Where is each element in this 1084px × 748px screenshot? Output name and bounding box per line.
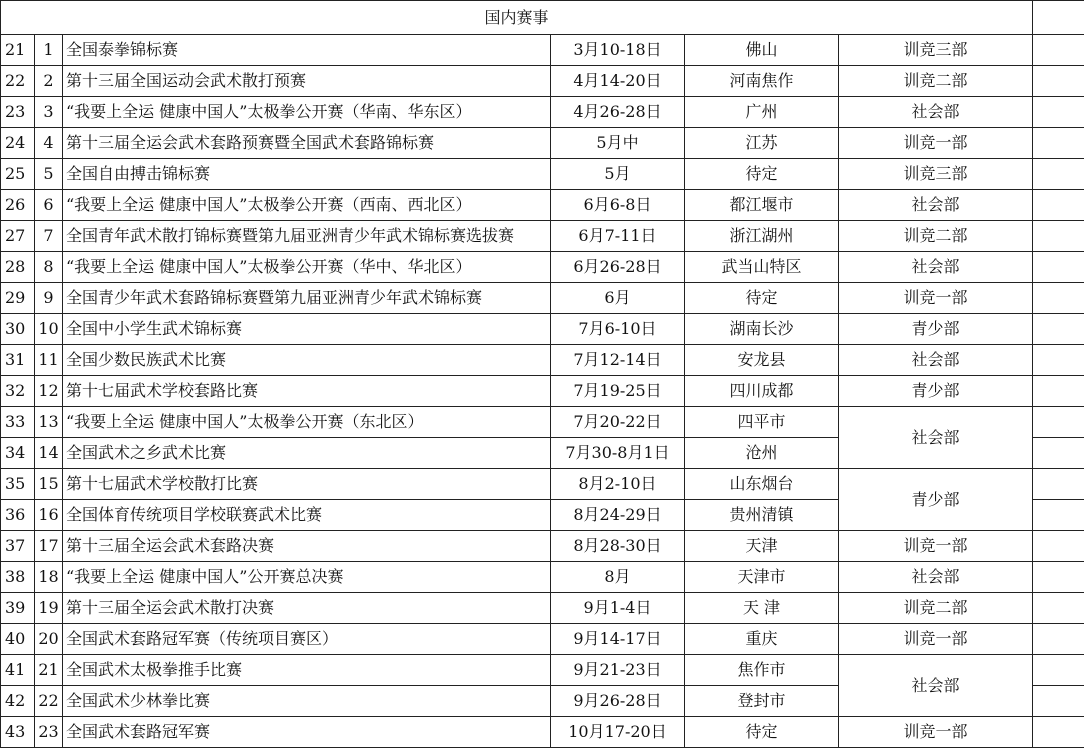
table-row — [1, 376, 1084, 407]
department-cell: 社会部 — [839, 345, 1033, 376]
location-cell: 天 津 — [685, 593, 839, 624]
table-row — [1, 159, 1084, 190]
date-cell: 6月26-28日 — [551, 252, 685, 283]
extra-cell — [1033, 1, 1084, 35]
title-row — [1, 1, 1084, 35]
event-name-cell: 全国武术太极拳推手比赛 — [63, 655, 551, 686]
date-cell: 6月 — [551, 283, 685, 314]
row-number-cell: 29 — [1, 283, 35, 314]
extra-cell — [1033, 97, 1084, 128]
table-title: 国内赛事 — [1, 1, 1033, 35]
location-cell: 广州 — [685, 97, 839, 128]
location-cell: 待定 — [685, 159, 839, 190]
department-cell: 训竞一部 — [839, 128, 1033, 159]
department-cell: 青少部 — [839, 469, 1033, 531]
event-name-cell: 全国体育传统项目学校联赛武术比赛 — [63, 500, 551, 531]
event-name-cell: 全国武术套路冠军赛 — [63, 717, 551, 748]
row-number-cell: 31 — [1, 345, 35, 376]
department-cell: 社会部 — [839, 190, 1033, 221]
event-name-cell: 全国武术少林拳比赛 — [63, 686, 551, 717]
location-cell: 武当山特区 — [685, 252, 839, 283]
index-cell: 23 — [35, 717, 63, 748]
index-cell: 19 — [35, 593, 63, 624]
date-cell: 7月20-22日 — [551, 407, 685, 438]
table-row — [1, 283, 1084, 314]
extra-cell — [1033, 438, 1084, 469]
index-cell: 22 — [35, 686, 63, 717]
index-cell: 4 — [35, 128, 63, 159]
event-name-cell: 第十三届全运会武术散打决赛 — [63, 593, 551, 624]
index-cell: 8 — [35, 252, 63, 283]
department-cell: 训竞一部 — [839, 717, 1033, 748]
row-number-cell: 25 — [1, 159, 35, 190]
index-cell: 12 — [35, 376, 63, 407]
row-number-cell: 41 — [1, 655, 35, 686]
extra-cell — [1033, 593, 1084, 624]
index-cell: 2 — [35, 66, 63, 97]
department-cell: 训竞二部 — [839, 221, 1033, 252]
event-name-cell: 第十三届全运会武术套路决赛 — [63, 531, 551, 562]
table-row — [1, 35, 1084, 66]
date-cell: 9月21-23日 — [551, 655, 685, 686]
event-name-cell: “我要上全运 健康中国人”太极拳公开赛（西南、西北区） — [63, 190, 551, 221]
extra-cell — [1033, 314, 1084, 345]
table-row — [1, 190, 1084, 221]
row-number-cell: 35 — [1, 469, 35, 500]
event-name-cell: 第十三届全国运动会武术散打预赛 — [63, 66, 551, 97]
location-cell: 重庆 — [685, 624, 839, 655]
department-cell: 社会部 — [839, 252, 1033, 283]
date-cell: 8月 — [551, 562, 685, 593]
index-cell: 21 — [35, 655, 63, 686]
date-cell: 7月6-10日 — [551, 314, 685, 345]
location-cell: 江苏 — [685, 128, 839, 159]
date-cell: 4月26-28日 — [551, 97, 685, 128]
location-cell: 沧州 — [685, 438, 839, 469]
date-cell: 6月6-8日 — [551, 190, 685, 221]
department-cell: 训竞一部 — [839, 531, 1033, 562]
location-cell: 安龙县 — [685, 345, 839, 376]
location-cell: 登封市 — [685, 686, 839, 717]
extra-cell — [1033, 531, 1084, 562]
department-cell: 训竞二部 — [839, 593, 1033, 624]
table-row — [1, 314, 1084, 345]
department-cell: 训竞三部 — [839, 35, 1033, 66]
row-number-cell: 43 — [1, 717, 35, 748]
event-name-cell: “我要上全运 健康中国人”太极拳公开赛（华南、华东区） — [63, 97, 551, 128]
event-name-cell: 全国少数民族武术比赛 — [63, 345, 551, 376]
table-row — [1, 221, 1084, 252]
index-cell: 5 — [35, 159, 63, 190]
index-cell: 15 — [35, 469, 63, 500]
date-cell: 6月7-11日 — [551, 221, 685, 252]
event-name-cell: 全国青少年武术套路锦标赛暨第九届亚洲青少年武术锦标赛 — [63, 283, 551, 314]
location-cell: 天津 — [685, 531, 839, 562]
extra-cell — [1033, 469, 1084, 500]
extra-cell — [1033, 66, 1084, 97]
row-number-cell: 33 — [1, 407, 35, 438]
department-cell: 训竞三部 — [839, 159, 1033, 190]
index-cell: 1 — [35, 35, 63, 66]
extra-cell — [1033, 407, 1084, 438]
index-cell: 9 — [35, 283, 63, 314]
table-row — [1, 345, 1084, 376]
department-cell: 社会部 — [839, 562, 1033, 593]
extra-cell — [1033, 35, 1084, 66]
extra-cell — [1033, 283, 1084, 314]
row-number-cell: 38 — [1, 562, 35, 593]
row-number-cell: 36 — [1, 500, 35, 531]
date-cell: 3月10-18日 — [551, 35, 685, 66]
index-cell: 3 — [35, 97, 63, 128]
extra-cell — [1033, 128, 1084, 159]
index-cell: 13 — [35, 407, 63, 438]
date-cell: 7月30-8月1日 — [551, 438, 685, 469]
row-number-cell: 22 — [1, 66, 35, 97]
event-name-cell: 第十七届武术学校套路比赛 — [63, 376, 551, 407]
location-cell: 天津市 — [685, 562, 839, 593]
date-cell: 8月28-30日 — [551, 531, 685, 562]
index-cell: 20 — [35, 624, 63, 655]
table-row — [1, 562, 1084, 593]
table-row — [1, 407, 1084, 438]
extra-cell — [1033, 159, 1084, 190]
index-cell: 14 — [35, 438, 63, 469]
extra-cell — [1033, 624, 1084, 655]
department-cell: 社会部 — [839, 655, 1033, 717]
row-number-cell: 42 — [1, 686, 35, 717]
date-cell: 8月24-29日 — [551, 500, 685, 531]
event-name-cell: 全国武术之乡武术比赛 — [63, 438, 551, 469]
date-cell: 7月19-25日 — [551, 376, 685, 407]
department-cell: 社会部 — [839, 97, 1033, 128]
row-number-cell: 27 — [1, 221, 35, 252]
row-number-cell: 28 — [1, 252, 35, 283]
row-number-cell: 23 — [1, 97, 35, 128]
row-number-cell: 39 — [1, 593, 35, 624]
date-cell: 5月 — [551, 159, 685, 190]
table-row — [1, 531, 1084, 562]
department-cell: 青少部 — [839, 376, 1033, 407]
department-cell: 训竞一部 — [839, 624, 1033, 655]
table-row — [1, 66, 1084, 97]
date-cell: 9月26-28日 — [551, 686, 685, 717]
date-cell: 5月中 — [551, 128, 685, 159]
extra-cell — [1033, 717, 1084, 748]
table-row — [1, 655, 1084, 686]
row-number-cell: 30 — [1, 314, 35, 345]
row-number-cell: 24 — [1, 128, 35, 159]
extra-cell — [1033, 221, 1084, 252]
date-cell: 7月12-14日 — [551, 345, 685, 376]
event-name-cell: 全国中小学生武术锦标赛 — [63, 314, 551, 345]
index-cell: 17 — [35, 531, 63, 562]
location-cell: 焦作市 — [685, 655, 839, 686]
location-cell: 山东烟台 — [685, 469, 839, 500]
row-number-cell: 34 — [1, 438, 35, 469]
department-cell: 社会部 — [839, 407, 1033, 469]
index-cell: 18 — [35, 562, 63, 593]
event-name-cell: “我要上全运 健康中国人”公开赛总决赛 — [63, 562, 551, 593]
index-cell: 11 — [35, 345, 63, 376]
event-name-cell: “我要上全运 健康中国人”太极拳公开赛（华中、华北区） — [63, 252, 551, 283]
event-name-cell: “我要上全运 健康中国人”太极拳公开赛（东北区） — [63, 407, 551, 438]
event-name-cell: 全国青年武术散打锦标赛暨第九届亚洲青少年武术锦标赛选拔赛 — [63, 221, 551, 252]
row-number-cell: 26 — [1, 190, 35, 221]
department-cell: 训竞二部 — [839, 66, 1033, 97]
table-row — [1, 252, 1084, 283]
table-row — [1, 717, 1084, 748]
extra-cell — [1033, 655, 1084, 686]
extra-cell — [1033, 562, 1084, 593]
index-cell: 6 — [35, 190, 63, 221]
location-cell: 四平市 — [685, 407, 839, 438]
event-name-cell: 全国自由搏击锦标赛 — [63, 159, 551, 190]
table-row — [1, 97, 1084, 128]
table-row — [1, 128, 1084, 159]
location-cell: 待定 — [685, 717, 839, 748]
location-cell: 浙江湖州 — [685, 221, 839, 252]
row-number-cell: 40 — [1, 624, 35, 655]
date-cell: 10月17-20日 — [551, 717, 685, 748]
date-cell: 9月14-17日 — [551, 624, 685, 655]
extra-cell — [1033, 686, 1084, 717]
extra-cell — [1033, 190, 1084, 221]
index-cell: 16 — [35, 500, 63, 531]
date-cell: 9月1-4日 — [551, 593, 685, 624]
event-name-cell: 全国泰拳锦标赛 — [63, 35, 551, 66]
row-number-cell: 37 — [1, 531, 35, 562]
row-number-cell: 32 — [1, 376, 35, 407]
table-row — [1, 624, 1084, 655]
location-cell: 都江堰市 — [685, 190, 839, 221]
location-cell: 湖南长沙 — [685, 314, 839, 345]
table-row — [1, 469, 1084, 500]
row-number-cell: 21 — [1, 35, 35, 66]
extra-cell — [1033, 500, 1084, 531]
location-cell: 贵州清镇 — [685, 500, 839, 531]
event-name-cell: 第十三届全运会武术套路预赛暨全国武术套路锦标赛 — [63, 128, 551, 159]
department-cell: 训竞一部 — [839, 283, 1033, 314]
extra-cell — [1033, 252, 1084, 283]
extra-cell — [1033, 376, 1084, 407]
table-row — [1, 593, 1084, 624]
department-cell: 青少部 — [839, 314, 1033, 345]
extra-cell — [1033, 345, 1084, 376]
date-cell: 4月14-20日 — [551, 66, 685, 97]
event-name-cell: 第十七届武术学校散打比赛 — [63, 469, 551, 500]
event-name-cell: 全国武术套路冠军赛（传统项目赛区） — [63, 624, 551, 655]
location-cell: 河南焦作 — [685, 66, 839, 97]
location-cell: 佛山 — [685, 35, 839, 66]
index-cell: 7 — [35, 221, 63, 252]
index-cell: 10 — [35, 314, 63, 345]
date-cell: 8月2-10日 — [551, 469, 685, 500]
location-cell: 待定 — [685, 283, 839, 314]
location-cell: 四川成都 — [685, 376, 839, 407]
